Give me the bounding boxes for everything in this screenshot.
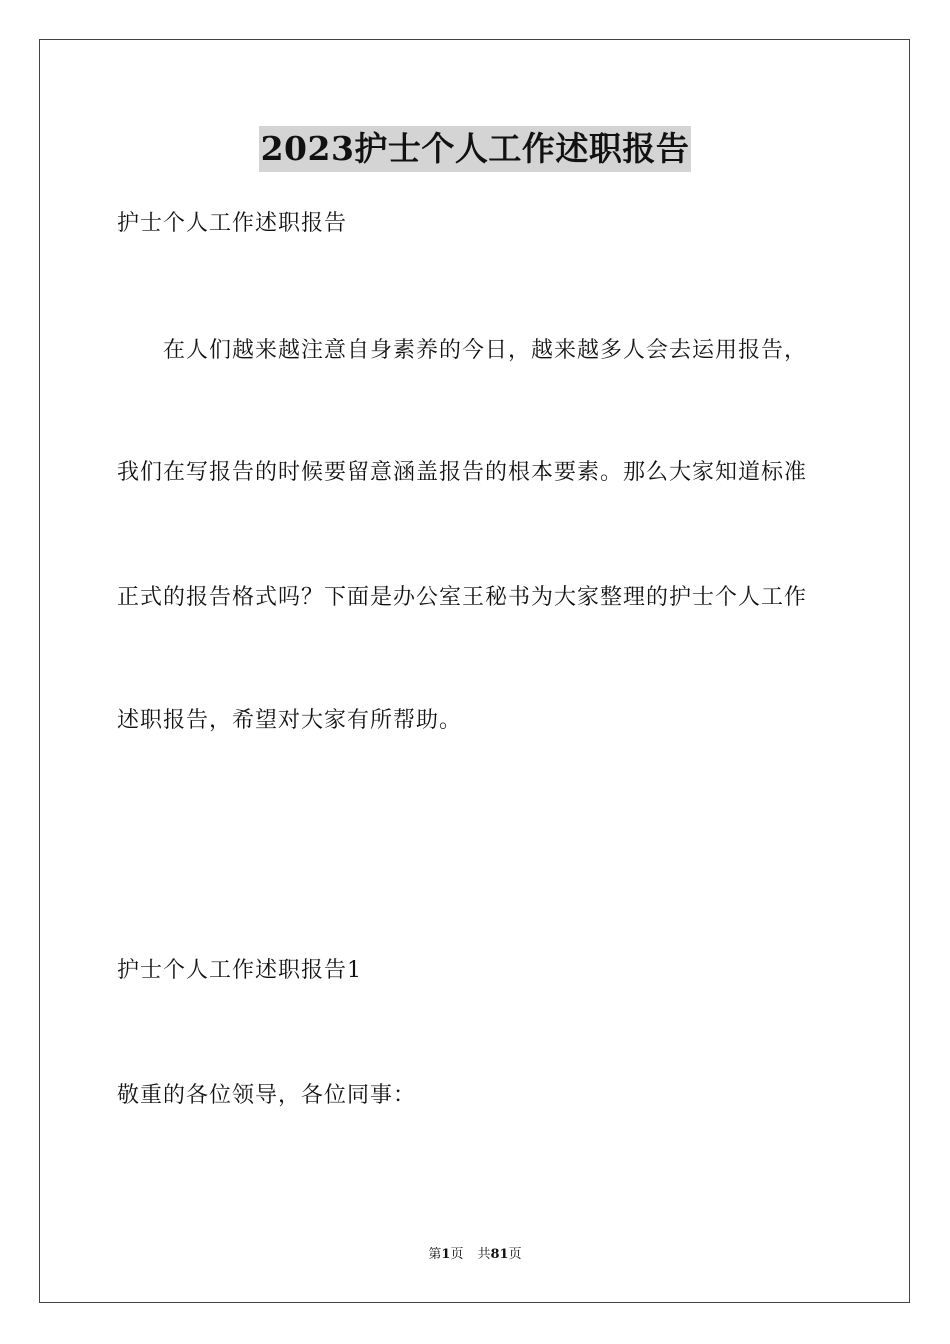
intro-line-1: 在人们越来越注意自身素养的今日，越来越多人会去运用报告，	[163, 338, 808, 363]
document-subtitle: 护士个人工作述职报告	[117, 211, 348, 236]
salutation: 敬重的各位领导，各位同事：	[117, 1083, 417, 1108]
title-container	[0, 126, 950, 172]
footer-total-prefix: 共	[477, 1247, 491, 1262]
footer-total-suffix: 页	[508, 1247, 522, 1262]
footer-page-suffix: 页	[450, 1247, 464, 1262]
footer-page-number: 1	[441, 1247, 451, 1262]
intro-line-3: 正式的报告格式吗？下面是办公室王秘书为大家整理的护士个人工作	[117, 585, 808, 610]
footer-page-prefix: 第	[428, 1247, 442, 1262]
intro-line-2: 我们在写报告的时候要留意涵盖报告的根本要素。那么大家知道标准	[117, 460, 808, 485]
intro-line-4: 述职报告，希望对大家有所帮助。	[117, 708, 463, 733]
footer-total-pages: 81	[490, 1247, 509, 1262]
section-heading: 护士个人工作述职报告1	[117, 958, 362, 983]
document-title: 2023护士个人工作述职报告	[259, 126, 692, 172]
page-footer	[0, 1246, 950, 1264]
